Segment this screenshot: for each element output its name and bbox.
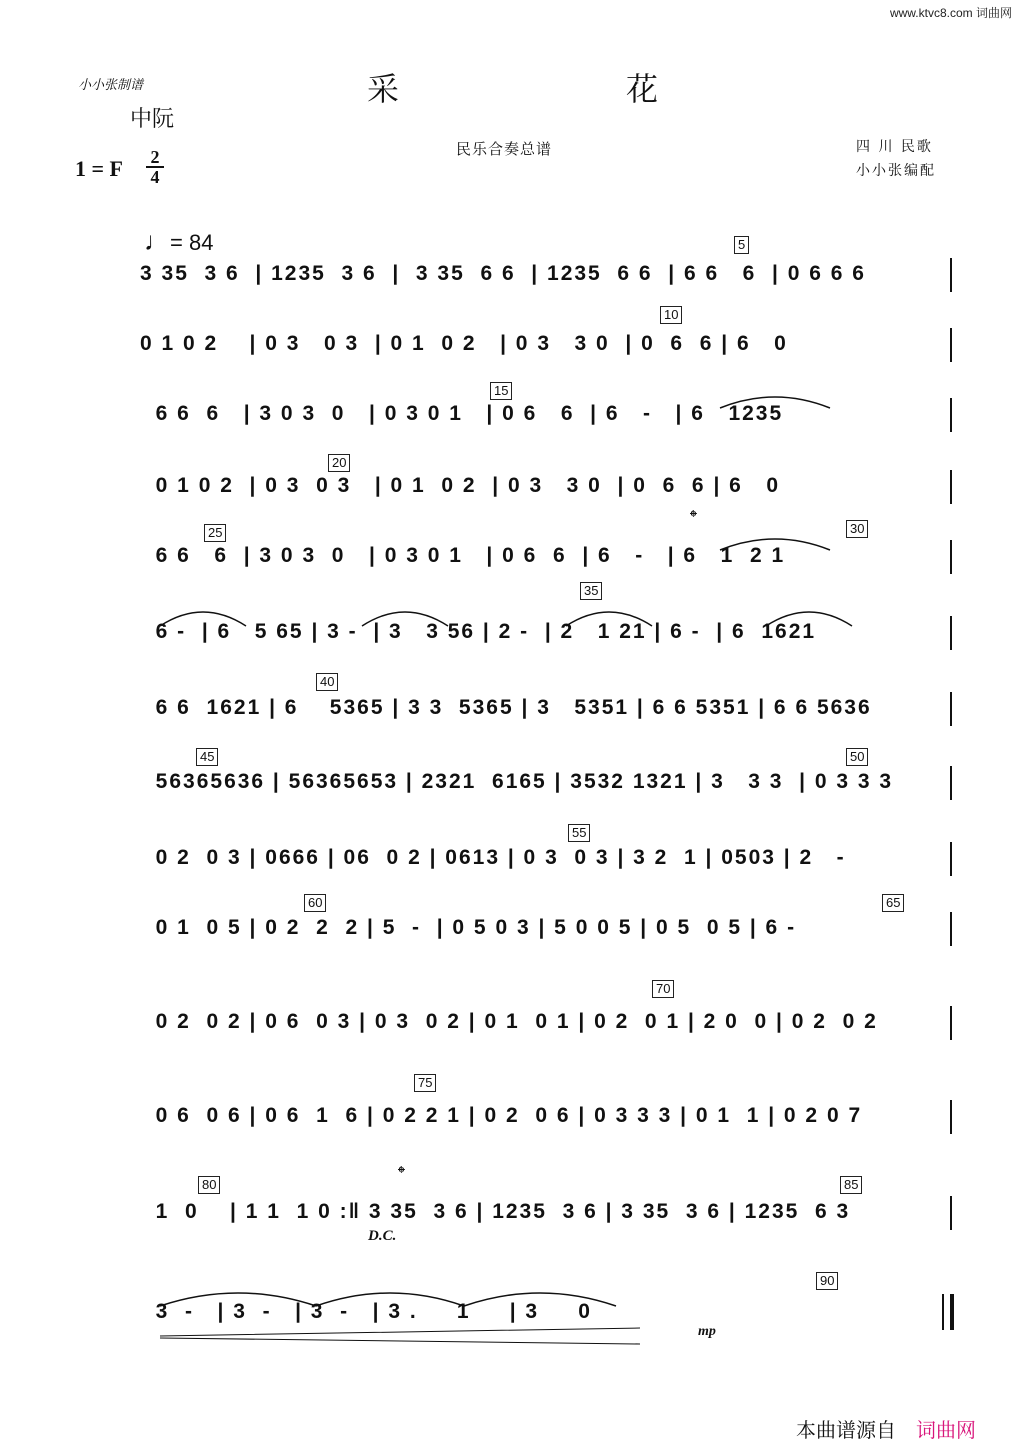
measure-number: 65 (882, 894, 904, 912)
footer-brand-link[interactable]: 词曲网 (916, 1418, 976, 1442)
slur (464, 1293, 616, 1306)
system-notes: 3 35 3 6 | 1235 3 6 | 3 35 6 6 | 1235 6 6 | 6 6 6 | 0 6 6 6 (140, 262, 874, 285)
measure-number: 55 (568, 824, 590, 842)
slur (566, 612, 652, 626)
key-signature: 1 = F (75, 156, 123, 181)
slur (160, 612, 246, 626)
time-sig-bottom: 4 (150, 167, 160, 187)
system-notes: 3 - | 3 - | 3 - | 3 . 1 | 3 0 (140, 1300, 616, 1323)
system-notes: 0 1 0 2 | 0 3 0 3 | 0 1 0 2 | 0 3 3 0 | 0 6 6 | 6 0 (140, 332, 804, 355)
measure-number: 75 (414, 1074, 436, 1092)
system-notes: 0 1 0 5 | 0 2 2 2 | 5 - | 0 5 0 3 | 5 0 0 5 | 0 5 0 5 | 6 - (140, 916, 812, 939)
site-watermark: www.ktvc8.com 词曲网 (889, 6, 1012, 20)
measure-number: 60 (304, 894, 326, 912)
system-notes: 0 2 0 3 | 0666 | 06 0 2 | 0613 | 0 3 0 3 | 3 2 1 | 0503 | 2 - (140, 846, 862, 869)
title-char-2: 花 (626, 70, 659, 108)
system-notes: 6 6 6 | 3 0 3 0 | 0 3 0 1 | 0 6 6 | 6 - | 6 1 2 1 (140, 544, 793, 567)
measure-number: 50 (846, 748, 868, 766)
measure-number: 15 (490, 382, 512, 400)
system-notes: 0 6 0 6 | 0 6 1 6 | 0 2 2 1 | 0 2 0 6 | 0 3 3 3 | 0 1 1 | 0 2 0 7 (140, 1104, 870, 1127)
dynamic-mp: mp (698, 1324, 716, 1339)
final-barline (942, 1294, 954, 1330)
measure-number: 5 (734, 236, 749, 254)
segno-icon: 𝄌 (690, 505, 697, 529)
measure-number: 85 (840, 1176, 862, 1194)
measure-number: 10 (660, 306, 682, 324)
system-notes: 56365636 | 56365653 | 2321 6165 | 3532 1321 | 3 3 3 | 0 3 3 3 (140, 770, 909, 793)
score-subtitle: 民乐合奏总谱 (456, 140, 553, 158)
segno-icon: 𝄌 (398, 1161, 405, 1185)
slur (766, 612, 852, 626)
title-char-1: 采 (367, 70, 400, 108)
system-notes: 0 2 0 2 | 0 6 0 3 | 0 3 0 2 | 0 1 0 1 | 0 2 0 1 | 2 0 0 | 0 2 0 2 (140, 1010, 886, 1033)
tempo-value: = 84 (170, 230, 214, 255)
system-notes: 1 0 | 1 1 1 0 :‖ 3 35 3 6 | 1235 3 6 | 3 35 3 6 | 1235 6 3 (140, 1200, 859, 1223)
slur (362, 612, 448, 626)
quarter-note-icon: ♩ (144, 226, 170, 256)
measure-number: 25 (204, 524, 226, 542)
system-notes: 6 6 1621 | 6 5365 | 3 3 5365 | 3 5351 | 6 6 5351 | 6 6 5636 (140, 696, 880, 719)
measure-number: 30 (846, 520, 868, 538)
measure-number: 70 (652, 980, 674, 998)
song-origin: 四 川 民歌 (856, 139, 933, 155)
slur (316, 1293, 464, 1306)
slur (720, 539, 830, 550)
measure-number: 90 (816, 1272, 838, 1290)
system-notes: 0 1 0 2 | 0 3 0 3 | 0 1 0 2 | 0 3 3 0 | 0 6 6 | 6 0 (140, 474, 804, 497)
measure-number: 20 (328, 454, 350, 472)
score-maker: 小小张制谱 (78, 77, 144, 92)
measure-number: 80 (198, 1176, 220, 1194)
instrument-name: 中阮 (130, 107, 175, 132)
da-capo-marking: D.C. (368, 1228, 397, 1244)
decrescendo-hairpin (160, 1328, 640, 1344)
arranger: 小小张编配 (856, 163, 936, 179)
system-notes: 6 - | 6 5 65 | 3 - | 3 3 56 | 2 - | 2 1 21 | 6 - | 6 1621 (140, 620, 824, 643)
footer-source (796, 1414, 976, 1443)
system-notes: 6 6 6 | 3 0 3 0 | 0 3 0 1 | 0 6 6 | 6 - | 6 1235 (140, 402, 792, 425)
measure-number: 45 (196, 748, 218, 766)
measure-number: 40 (316, 673, 338, 691)
footer-source-text: 本曲谱源自 (796, 1418, 896, 1442)
measure-number: 35 (580, 582, 602, 600)
slur (160, 1293, 316, 1306)
slur (720, 397, 830, 408)
time-sig-top: 2 (146, 148, 164, 168)
